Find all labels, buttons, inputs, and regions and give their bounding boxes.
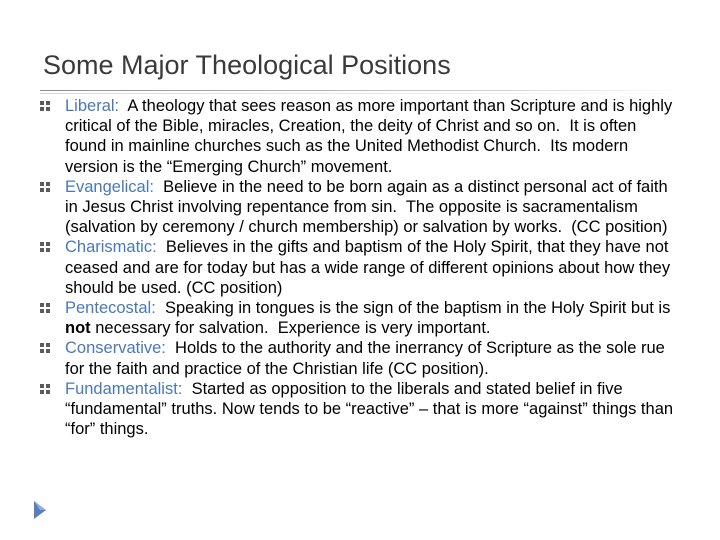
- term-label: Fundamentalist:: [65, 379, 183, 398]
- list-item-evangelical: [40, 177, 680, 238]
- term-label: Pentecostal:: [65, 299, 156, 318]
- term-description: Believes in the gifts and baptism of the Holy Spirit, that they have not ceased and are for today but has a wide range of different opinions about how they should be used. (CC position): [65, 238, 675, 297]
- list-item-pentecostal: [40, 298, 680, 338]
- bullet-icon: [40, 182, 51, 193]
- term-label: Liberal:: [65, 97, 120, 115]
- list-item-fundamentalist: [40, 379, 680, 440]
- bullet-icon: [40, 384, 51, 395]
- title-underline-shadow: [40, 93, 682, 94]
- term-description: Holds to the authority and the inerrancy of Scripture as the sole rue for the faith and practice of the Christian life (CC position).: [65, 339, 670, 378]
- term-description: A theology that sees reason as more important than Scripture and is highly critical of the Bible, miracles, Creation, the deity of Christ and so on. It is often found in mainline churches such as the United Methodist Church. Its modern version is the “Emerging Church” movement.: [65, 97, 677, 176]
- emphasis-text: not: [65, 319, 91, 338]
- slide-title: Some Major Theological Positions: [43, 50, 451, 80]
- term-description-continued: necessary for salvation. Experience is very important.: [90, 319, 491, 338]
- term-description: Started as opposition to the liberals and stated belief in five “fundamental” truths. Now tends to be “reactive” – that is more “against” things than “for” things.: [65, 379, 678, 439]
- term-label: Charismatic:: [65, 238, 157, 257]
- title-underline: [40, 90, 682, 91]
- bullet-icon: [40, 242, 51, 253]
- term-description: Speaking in tongues is the sign of the baptism in the Holy Spirit but is: [155, 299, 675, 318]
- bullet-icon: [40, 303, 51, 314]
- bullet-icon: [40, 101, 51, 112]
- term-label: Conservative:: [65, 339, 166, 358]
- list-item-liberal: [40, 96, 680, 177]
- next-arrow-icon[interactable]: [33, 500, 47, 520]
- list-item-conservative: [40, 338, 680, 378]
- list-item-charismatic: [40, 237, 680, 298]
- positions-list: [40, 96, 680, 439]
- term-label: Evangelical:: [65, 177, 154, 196]
- term-description: Believe in the need to be born again as a distinct personal act of faith in Jesus Christ involving repentance from sin. The opposite is sacramentalism (salvation by ceremony / church membership) or salvation by works. (CC position): [65, 177, 673, 237]
- bullet-icon: [40, 343, 51, 354]
